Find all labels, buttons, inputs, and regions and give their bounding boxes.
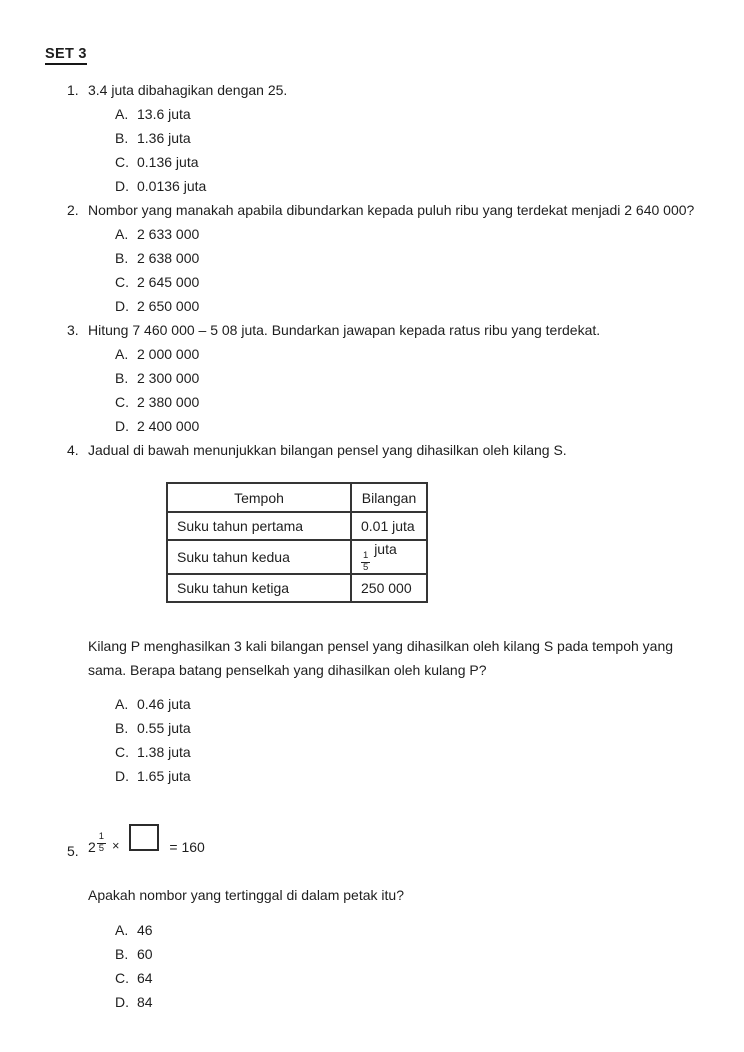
option-d [115,414,710,438]
table-row [167,574,427,602]
question-4 [0,438,744,788]
option-letter: D. [115,178,129,194]
question-number: 3. [67,322,79,338]
option-letter: C. [115,969,129,986]
question-number: 2. [67,202,79,218]
option-text: 2 645 000 [137,274,200,290]
option-letter: B. [115,250,129,266]
question-text: Jadual di bawah menunjukkan bilangan pensel yang dihasilkan oleh kilang S. [88,442,567,458]
option-letter: D. [115,993,129,1010]
option-text: 2 380 000 [137,394,200,410]
option-d [115,764,710,788]
option-text: 64 [137,969,153,986]
question-body [88,78,710,198]
option-b [115,366,710,390]
cell-bilangan: 0.01 juta [351,512,427,540]
option-text: 13.6 juta [137,106,191,122]
question-3 [0,318,744,438]
table-row [167,540,427,574]
option-text: 1.65 juta [137,767,191,784]
question-text: Apakah nombor yang tertinggal di dalam petak itu? [88,886,404,903]
option-letter: B. [115,719,129,736]
option-text: 0.136 juta [137,154,199,170]
option-c [115,150,710,174]
options-list [88,918,710,1014]
question-list [0,78,744,1014]
option-d [115,174,710,198]
option-text: 2 650 000 [137,298,200,314]
option-text: 2 638 000 [137,250,200,266]
table-header-row [167,483,427,512]
multiply-sign: × [112,838,120,853]
option-letter: B. [115,130,129,146]
cell-bilangan: 250 000 [351,574,427,602]
option-b [115,716,710,740]
option-c [115,740,710,764]
option-text: 0.55 juta [137,719,191,736]
option-text: 2 400 000 [137,418,200,434]
option-text: 2 300 000 [137,370,200,386]
option-d [115,294,710,318]
cell-tempoh: Suku tahun kedua [167,540,351,574]
fraction-numerator: 1 [98,831,105,842]
option-text: 0.46 juta [137,695,191,712]
fraction-numerator: 1 [363,550,369,561]
option-letter: A. [115,921,129,938]
question-body [88,438,710,788]
table-header-tempoh: Tempoh [167,483,351,512]
question-number: 4. [67,442,79,458]
option-b [115,942,710,966]
option-text: 2 000 000 [137,346,200,362]
option-a [115,692,710,716]
option-text: 84 [137,993,153,1010]
option-text: 1.36 juta [137,130,191,146]
equation-result: = 160 [169,838,205,855]
option-b [115,126,710,150]
mixed-number-whole: 2 [88,838,96,855]
header [0,0,744,65]
fraction-denominator: 5 [98,842,105,854]
cell-bilangan [351,540,427,574]
question-2 [0,198,744,318]
option-letter: D. [115,767,129,784]
options-list [88,222,710,318]
option-c [115,270,710,294]
table-row [167,512,427,540]
options-list [88,102,710,198]
equation [88,823,710,857]
option-c [115,390,710,414]
option-text: 2 633 000 [137,226,200,242]
fraction-unit: juta [374,541,397,557]
option-b [115,246,710,270]
question-body [88,198,710,318]
option-letter: C. [115,743,129,760]
mixed-number [88,832,106,857]
answer-box [129,824,159,851]
question-text: Hitung 7 460 000 – 5 08 juta. Bundarkan jawapan kepada ratus ribu yang terdekat. [88,322,601,338]
option-letter: B. [115,370,129,386]
cell-tempoh: Suku tahun ketiga [167,574,351,602]
option-letter: C. [115,274,129,290]
option-a [115,918,710,942]
options-list [88,342,710,438]
option-c [115,966,710,990]
option-letter: A. [115,106,129,122]
pensel-production-table [166,482,428,603]
table-header-bilangan: Bilangan [351,483,427,512]
option-text: 60 [137,945,153,962]
option-letter: D. [115,298,129,314]
option-letter: C. [115,394,129,410]
fraction-one-fifth [361,551,370,573]
option-a [115,102,710,126]
option-text: 46 [137,921,153,938]
question-5 [0,788,744,1014]
option-letter: D. [115,418,129,434]
question-number: 5. [67,842,79,859]
options-list [88,692,710,788]
fraction-denominator: 5 [363,561,369,573]
question-number: 1. [67,82,79,98]
option-d [115,990,710,1014]
question-continuation: Kilang P menghasilkan 3 kali bilangan pensel yang dihasilkan oleh kilang S pada tempoh yang sama. Berapa batang penselkah yang dihasilkan oleh kulang P? [88,637,674,678]
option-letter: A. [115,226,129,242]
question-body [88,788,710,1014]
option-letter: A. [115,346,129,362]
question-body [88,318,710,438]
question-1 [0,78,744,198]
set-title: SET 3 [45,46,87,65]
option-a [115,342,710,366]
cell-tempoh: Suku tahun pertama [167,512,351,540]
option-a [115,222,710,246]
question-text: Nombor yang manakah apabila dibundarkan kepada puluh ribu yang terdekat menjadi 2 640 000? [88,202,695,218]
fraction-one-fifth [97,832,106,854]
option-letter: B. [115,945,129,962]
option-letter: C. [115,154,129,170]
question-text: 3.4 juta dibahagikan dengan 25. [88,82,288,98]
option-text: 0.0136 juta [137,178,207,194]
option-text: 1.38 juta [137,743,191,760]
option-letter: A. [115,695,129,712]
